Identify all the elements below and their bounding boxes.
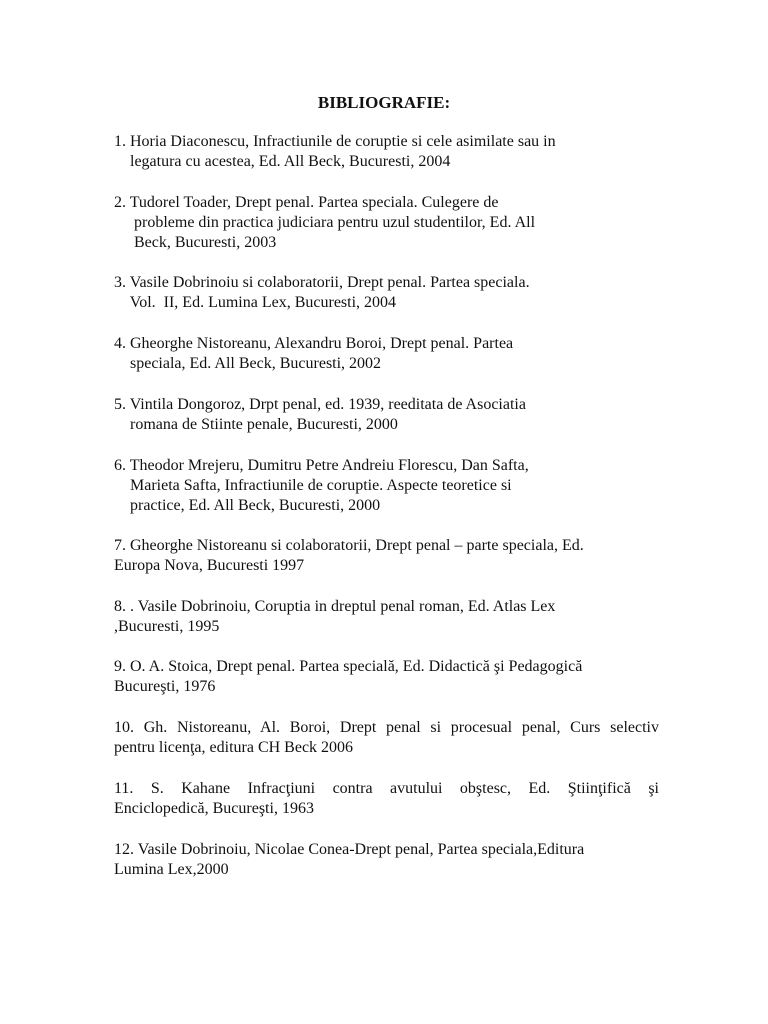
entry-line: 5. Vintila Dongoroz, Drpt penal, ed. 1939, reeditata de Asociatia (114, 396, 526, 413)
entry-line: romana de Stiinte penale, Bucuresti, 2000 (114, 416, 398, 433)
entry-line: Beck, Bucuresti, 2003 (114, 234, 277, 251)
bibliography-entry-12 (114, 840, 659, 880)
entry-line: 3. Vasile Dobrinoiu si colaboratorii, Drept penal. Partea speciala. (114, 274, 530, 291)
entry-line: 1. Horia Diaconescu, Infractiunile de coruptie si cele asimilate sau in (114, 133, 556, 150)
entry-line: 7. Gheorghe Nistoreanu si colaboratorii, Drept penal – parte speciala, Ed. (114, 537, 584, 554)
entry-line: Vol. II, Ed. Lumina Lex, Bucuresti, 2004 (114, 294, 397, 311)
entry-line: legatura cu acestea, Ed. All Beck, Bucuresti, 2004 (114, 153, 451, 170)
entry-line: Bucureşti, 1976 (114, 678, 216, 695)
entry-line: 8. . Vasile Dobrinoiu, Coruptia in dreptul penal roman, Ed. Atlas Lex (114, 598, 556, 615)
bibliography-entry-7 (114, 536, 659, 576)
entry-line: 12. Vasile Dobrinoiu, Nicolae Conea-Drept penal, Partea speciala,Editura (114, 841, 585, 858)
entry-line: practice, Ed. All Beck, Bucuresti, 2000 (114, 497, 381, 514)
bibliography-entry-1 (114, 132, 659, 172)
entry-line: ,Bucuresti, 1995 (114, 618, 220, 635)
bibliography-entry-2 (114, 193, 659, 253)
entry-line: 9. O. A. Stoica, Drept penal. Partea specială, Ed. Didactică şi Pedagogică (114, 658, 583, 675)
entry-line: speciala, Ed. All Beck, Bucuresti, 2002 (114, 355, 382, 372)
entry-line: 11. S. Kahane Infracţiuni contra avutului obştesc, Ed. Ştiinţifică şi (114, 780, 659, 797)
entry-line: 6. Theodor Mrejeru, Dumitru Petre Andreiu Florescu, Dan Safta, (114, 457, 529, 474)
bibliography-entry-11 (114, 779, 659, 819)
page-title: BIBLIOGRAFIE: (317, 93, 451, 112)
entry-line: Europa Nova, Bucuresti 1997 (114, 557, 305, 574)
bibliography-entry-10 (114, 718, 659, 758)
bibliography-entry-5 (114, 395, 659, 435)
bibliography-entry-3 (114, 273, 659, 313)
bibliography-entry-8 (114, 597, 659, 637)
entry-line: 10. Gh. Nistoreanu, Al. Boroi, Drept penal si procesual penal, Curs selectiv (114, 719, 659, 736)
bibliography-entry-6 (114, 456, 659, 516)
bibliography-entry-4 (114, 334, 659, 374)
entry-line: 2. Tudorel Toader, Drept penal. Partea speciala. Culegere de (114, 194, 499, 211)
entry-line: Marieta Safta, Infractiunile de coruptie. Aspecte teoretice si (114, 477, 512, 494)
entry-line: Lumina Lex,2000 (114, 861, 229, 878)
entry-line: probleme din practica judiciara pentru uzul studentilor, Ed. All (114, 214, 536, 231)
entry-line: 4. Gheorghe Nistoreanu, Alexandru Boroi, Drept penal. Partea (114, 335, 514, 352)
entry-line: Enciclopedică, Bucureşti, 1963 (114, 800, 314, 817)
bibliography-entry-9 (114, 657, 659, 697)
entry-line: pentru licenţa, editura CH Beck 2006 (114, 739, 354, 756)
